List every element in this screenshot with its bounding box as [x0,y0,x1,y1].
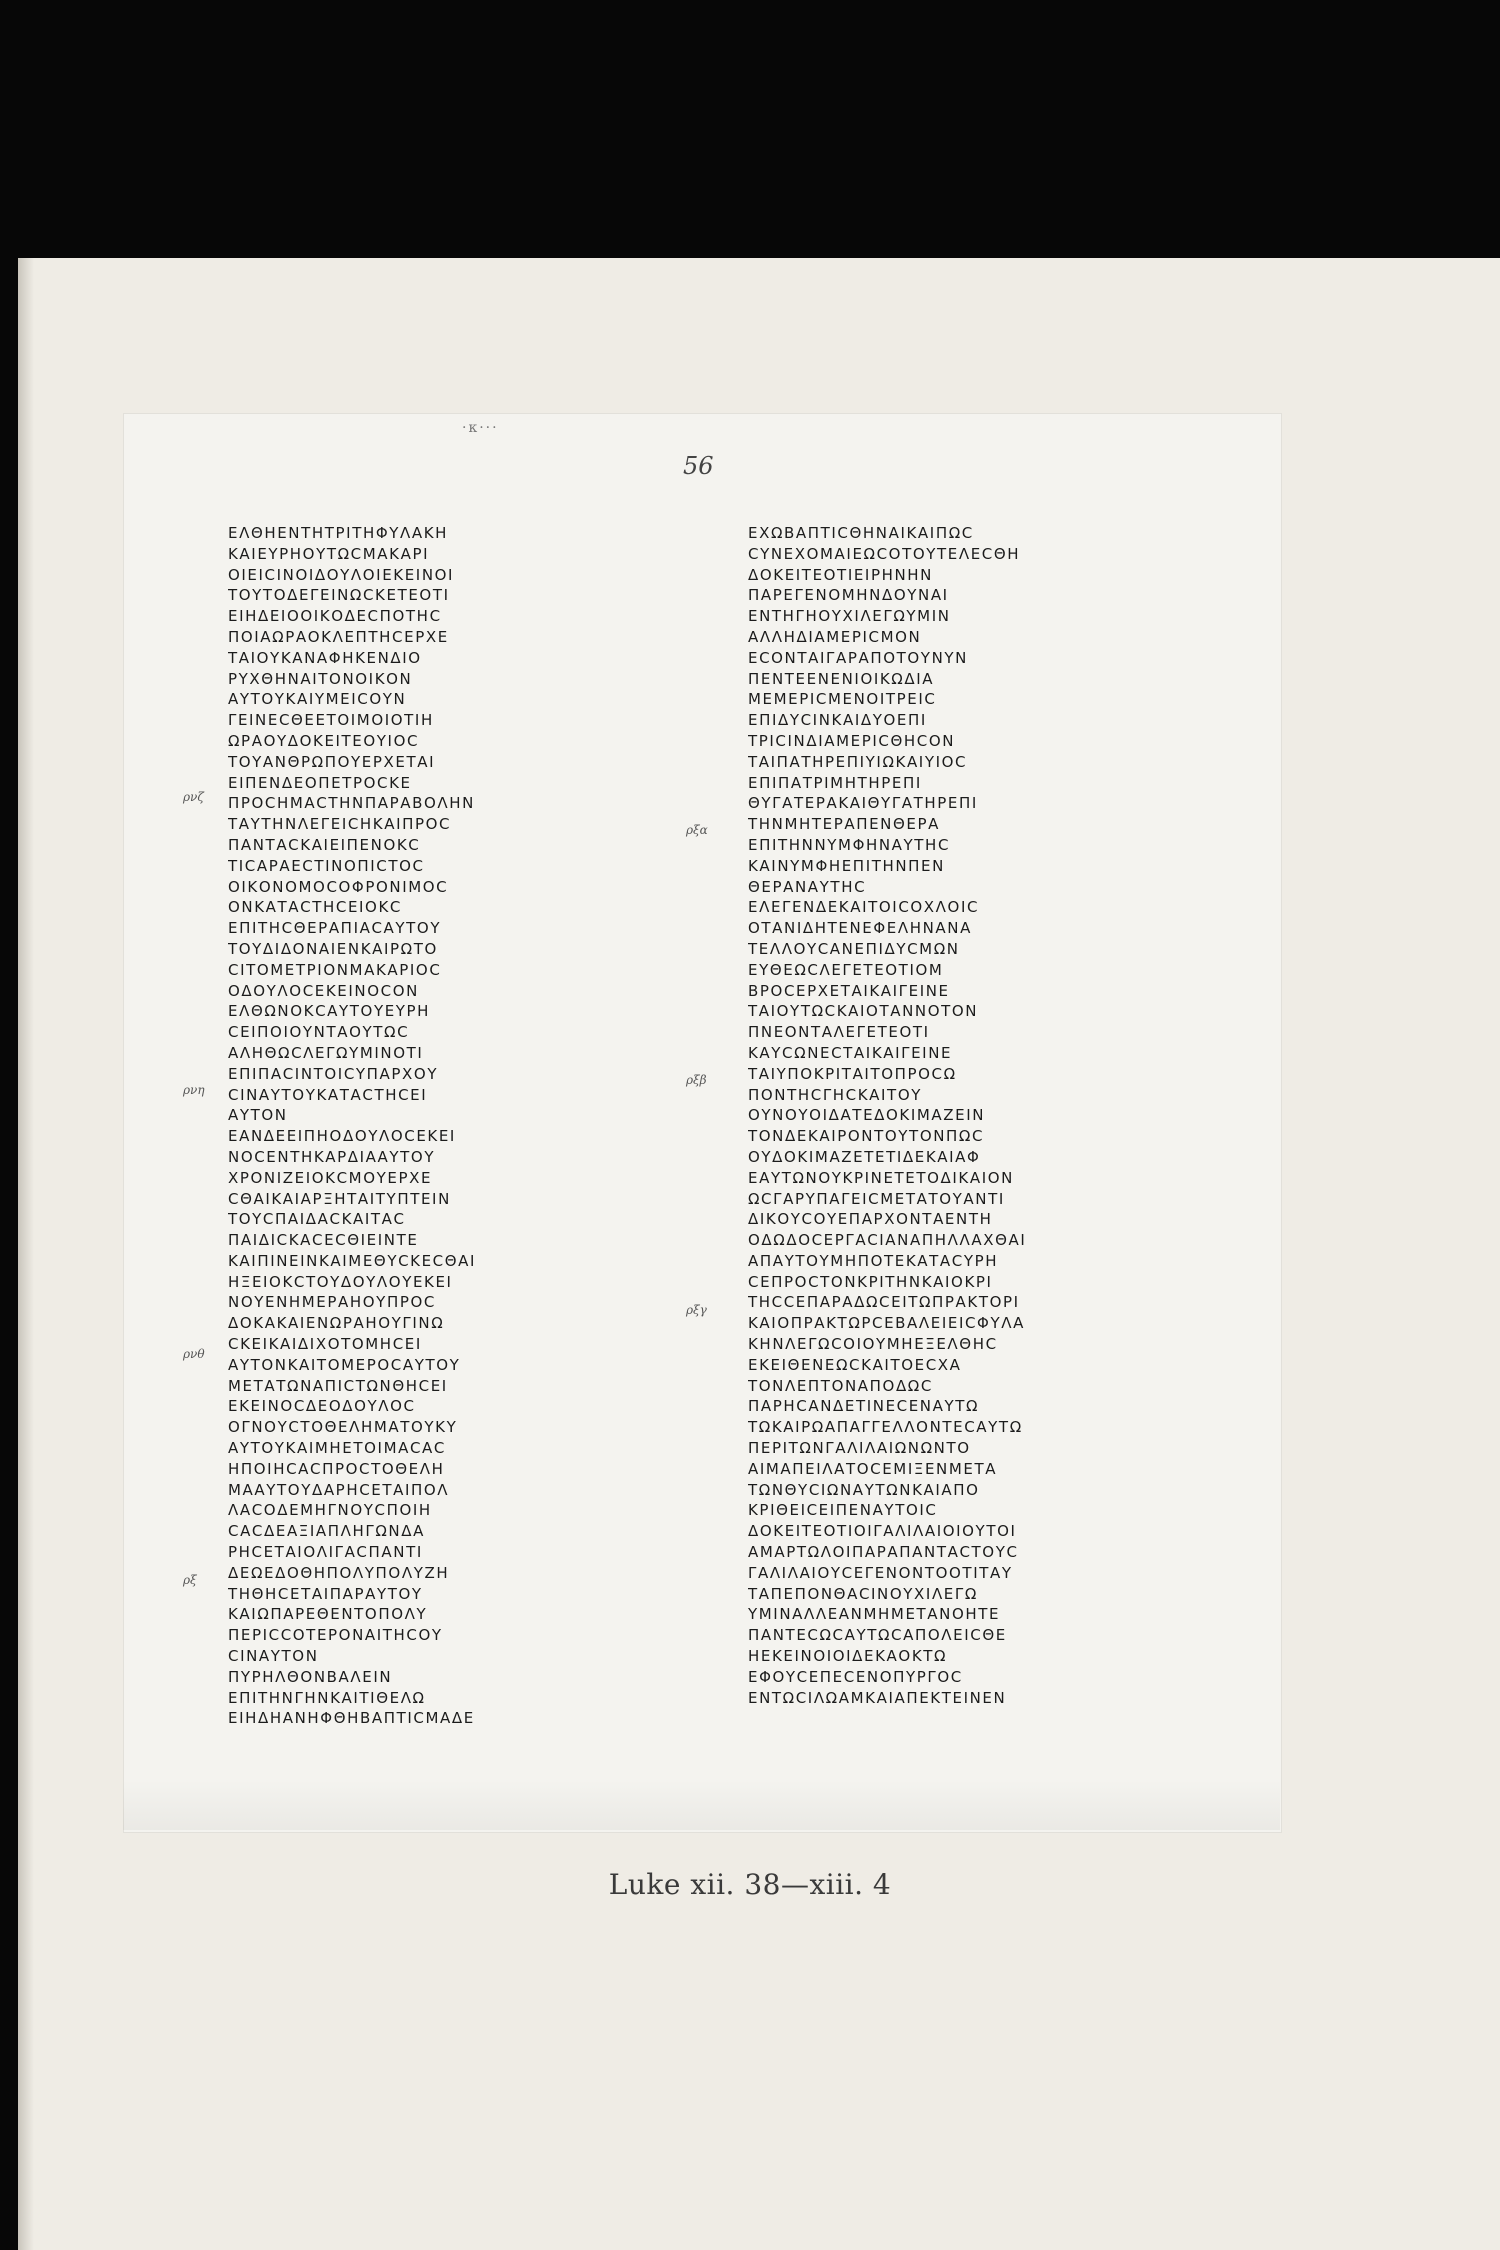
manuscript-line: ΑΥΤΟΝ [228,1106,288,1125]
manuscript-line: ΤΑΙΟΥΤΩCΚΑΙΟΤΑΝΝΟΤΟΝ [748,1002,979,1021]
page-gutter [18,258,34,2250]
manuscript-line: ΤΙCΑΡΑΕCΤΙΝΟΠΙCΤΟC [228,856,425,875]
manuscript-line: ΕΛΘΗΕΝΤΗΤΡΙΤΗΦΥΛΑΚΗ [228,524,449,542]
manuscript-line: ΑΠΑΥΤΟΥΜΗΠΟΤΕΚΑΤΑCΥΡΗ [748,1251,999,1270]
manuscript-line: ΗΕΚΕΙΝΟΙΟΙΔΕΚΑΟΚΤΩ [748,1647,948,1666]
manuscript-line: ΚΑΙΝΥΜΦΗΕΠΙΤΗΝΠΕΝ [748,856,945,875]
manuscript-line: ΔΟΚΕΙΤΕΟΤΙΟΙΓΑΛΙΛΑΙΟΙΟΥΤΟΙ [748,1522,1017,1541]
manuscript-line: ΑΥΤΟΥΚΑΙΜΗΕΤΟΙΜΑCΑC [228,1439,446,1458]
manuscript-line: ΕCΟΝΤΑΙΓΑΡΑΠΟΤΟΥΝΥΝ [748,648,968,667]
manuscript-line: ΟΔΟΥΛΟCΕΚΕΙΝΟCΟΝ [228,981,419,1000]
manuscript-line: ΔΟΚΑΚΑΙΕΝΩΡΑΗΟΥΓΙΝΩ [228,1314,445,1333]
manuscript-line: ΕΧΩΒΑΠΤΙCΘΗΝΑΙΚΑΙΠΩC [748,524,974,542]
manuscript-line: ΕΠΙΤΗΝΓΗΝΚΑΙΤΙΘΕΛΩ [228,1688,426,1707]
manuscript-line: CΕΙΠΟΙΟΥΝΤΑΟΥΤΩC [228,1023,410,1042]
manuscript-line: ΗΠΟΙΗCΑCΠΡΟCΤΟΘΕΛΗ [228,1459,445,1478]
manuscript-line: ΕΠΙΔΥCΙΝΚΑΙΔΥΟΕΠΙ [748,711,927,730]
folio-number: 56 [683,452,714,480]
manuscript-line: ΤΑΠΕΠΟΝΘΑCΙΝΟΥΧΙΛΕΓΩ [748,1584,978,1603]
manuscript-line: ΥΜΙΝΑΛΛΕΑΝΜΗΜΕΤΑΝΟΗΤΕ [748,1605,1001,1624]
manuscript-line: ΠΑΝΤΕCΩCΑΥΤΩCΑΠΟΛΕΙCΘΕ [748,1626,1007,1645]
manuscript-line: ΧΡΟΝΙΖΕΙΟΚCΜΟΥΕΡΧΕ [228,1168,433,1187]
manuscript-line: ΤΩΝΘΥCΙΩΝΑΥΤΩΝΚΑΙΑΠΟ [748,1480,980,1499]
plate-smudge [123,1780,1280,1830]
manuscript-line: ΤΟΝΛΕΠΤΟΝΑΠΟΔΩC [748,1376,933,1395]
manuscript-line: ΠΑΝΤΑCΚΑΙΕΙΠΕΝΟΚC [228,835,421,854]
manuscript-line: ΠΟΙΑΩΡΑΟΚΛΕΠΤΗCΕΡΧΕ [228,627,449,646]
manuscript-line: ΕΠΙΠΑCΙΝΤΟΙCΥΠΑΡΧΟΥ [228,1064,439,1083]
manuscript-line: ΜΕΜΕΡΙCΜΕΝΟΙΤΡΕΙC [748,690,937,709]
manuscript-line: ΒΡΟCΕΡΧΕΤΑΙΚΑΙΓΕΙΝΕ [748,981,950,1000]
manuscript-line: ΕΦΟΥCΕΠΕCΕΝΟΠΥΡΓΟC [748,1667,963,1686]
manuscript-line: CΘΑΙΚΑΙΑΡΞΗΤΑΙΤΥΠΤΕΙΝ [228,1189,451,1208]
manuscript-line: CΑCΔΕΑΞΙΑΠΛΗΓΩΝΔΑ [228,1522,425,1541]
manuscript-line: ΕΠΙΤΗΝΝΥΜΦΗΝΑΥΤΗC [748,835,951,854]
manuscript-line: ΑΜΑΡΤΩΛΟΙΠΑΡΑΠΑΝΤΑCΤΟΥC [748,1543,1019,1562]
margin-note-right: ρξα [686,823,708,837]
margin-note-left: ρνθ [183,1347,205,1361]
manuscript-line: ΟΙΚΟΝΟΜΟCΟΦΡΟΝΙΜΟC [228,877,449,896]
manuscript-line: ΚΗΝΛΕΓΩCΟΙΟΥΜΗΕΞΕΛΘΗC [748,1335,998,1354]
manuscript-line: ΠΑΡΗCΑΝΔΕΤΙΝΕCΕΝΑΥΤΩ [748,1397,980,1416]
manuscript-line: ΤΟΥΤΟΔΕΓΕΙΝΩCΚΕΤΕΟΤΙ [228,586,450,605]
manuscript-line: ΤΩΚΑΙΡΩΑΠΑΓΓΕΛΛΟΝΤΕCΑΥΤΩ [748,1418,1023,1437]
manuscript-line: CΙΤΟΜΕΤΡΙΟΝΜΑΚΑΡΙΟC [228,960,442,979]
manuscript-line: ΑΙΜΑΠΕΙΛΑΤΟCΕΜΙΞΕΝΜΕΤΑ [748,1459,998,1478]
manuscript-line: ΚΑΥCΩΝΕCΤΑΙΚΑΙΓΕΙΝΕ [748,1043,953,1062]
manuscript-line: ΕΝΤΩCΙΛΩΑΜΚΑΙΑΠΕΚΤΕΙΝΕΝ [748,1688,1007,1707]
manuscript-line: ΛΑCΟΔΕΜΗΓΝΟΥCΠΟΙΗ [228,1501,432,1520]
manuscript-line: ΕΠΙΤΗCΘΕΡΑΠΙΑCΑΥΤΟΥ [228,919,442,938]
manuscript-line: ΟΥΝΟΥΟΙΔΑΤΕΔΟΚΙΜΑΖΕΙΝ [748,1106,986,1125]
manuscript-line: ΤΟΥΑΝΘΡΩΠΟΥΕΡΧΕΤΑΙ [228,752,436,771]
manuscript-line: ΡΗCΕΤΑΙΟΛΙΓΑCΠΑΝΤΙ [228,1543,423,1562]
manuscript-line: ΟΔΩΔΟCΕΡΓΑCΙΑΝΑΠΗΛΛΑΧΘΑΙ [748,1231,1027,1250]
manuscript-line: ΟΤΑΝΙΔΗΤΕΝΕΦΕΛΗΝΑΝΑ [748,919,972,938]
manuscript-line: ΑΥΤΟΥΚΑΙΥΜΕΙCΟΥΝ [228,690,407,709]
manuscript-line: ΤΡΙCΙΝΔΙΑΜΕΡΙCΘΗCΟΝ [748,731,956,750]
manuscript-line: ΚΑΙΟΠΡΑΚΤΩΡCΕΒΑΛΕΙΕΙCΦΥΛΑ [748,1314,1025,1333]
manuscript-line: ΚΑΙΕΥΡΗΟΥΤΩCΜΑΚΑΡΙ [228,544,430,563]
margin-note-right: ρξγ [686,1303,707,1317]
manuscript-line: ΠΥΡΗΛΘΟΝΒΑΛΕΙΝ [228,1667,393,1686]
manuscript-line: CΙΝΑΥΤΟΥΚΑΤΑCΤΗCΕΙ [228,1085,428,1104]
manuscript-line: CΕΠΡΟCΤΟΝΚΡΙΤΗΝΚΑΙΟΚΡΙ [748,1272,993,1291]
manuscript-line: ΕΚΕΙΝΟCΔΕΟΔΟΥΛΟC [228,1397,416,1416]
manuscript-line: ΠΡΟCΗΜΑCΤΗΝΠΑΡΑΒΟΛΗΝ [228,794,475,813]
left-text-column [228,523,698,1729]
manuscript-line: ΚΡΙΘΕΙCΕΙΠΕΝΑΥΤΟΙC [748,1501,938,1520]
manuscript-line: ΕΝΤΗΓΗΟΥΧΙΛΕΓΩΥΜΙΝ [748,607,951,626]
manuscript-line: ΕΑΥΤΩΝΟΥΚΡΙΝΕΤΕΤΟΔΙΚΑΙΟΝ [748,1168,1014,1187]
manuscript-line: ΕΛΕΓΕΝΔΕΚΑΙΤΟΙCΟΧΛΟΙC [748,898,980,917]
manuscript-line: ΤΟΥCΠΑΙΔΑCΚΑΙΤΑC [228,1210,406,1229]
manuscript-line: ΕΙΗΔΕΙΟΟΙΚΟΔΕCΠΟΤΗC [228,607,442,626]
manuscript-line: ΜΑΑΥΤΟΥΔΑΡΗCΕΤΑΙΠΟΛ [228,1480,450,1499]
manuscript-line: ΤΑΥΤΗΝΛΕΓΕΙCΗΚΑΙΠΡΟC [228,815,452,834]
manuscript-line: ΑΛΛΗΔΙΑΜΕΡΙCΜΟΝ [748,627,922,646]
manuscript-line: ΚΑΙΠΙΝΕΙΝΚΑΙΜΕΘΥCΚΕCΘΑΙ [228,1251,477,1270]
manuscript-line: ΓΕΙΝΕCΘΕΕΤΟΙΜΟΙΟΤΙΗ [228,711,434,730]
manuscript-line: ΤΟΥΔΙΔΟΝΑΙΕΝΚΑΙΡΩΤΟ [228,939,438,958]
manuscript-line: ΡΥΧΘΗΝΑΙΤΟΝΟΙΚΟΝ [228,669,413,688]
manuscript-line: ΕΛΘΩΝΟΚCΑΥΤΟΥΕΥΡΗ [228,1002,431,1021]
manuscript-line: ΤΗΘΗCΕΤΑΙΠΑΡΑΥΤΟΥ [228,1584,423,1603]
margin-note-right: ρξβ [686,1073,707,1087]
manuscript-line: ΘΕΡΑΝΑΥΤΗC [748,877,867,896]
manuscript-line: ΠΕΝΤΕΕΝΕΝΙΟΙΚΩΔΙΑ [748,669,935,688]
manuscript-line: ΟΥΔΟΚΙΜΑΖΕΤΕΤΙΔΕΚΑΙΑΦ [748,1147,981,1166]
manuscript-line: ΜΕΤΑΤΩΝΑΠΙCΤΩΝΘΗCΕΙ [228,1376,448,1395]
manuscript-line: ΟΝΚΑΤΑCΤΗCΕΙΟΚC [228,898,402,917]
manuscript-line: CΙΝΑΥΤΟΝ [228,1647,319,1666]
manuscript-line: ΠΕΡΙΤΩΝΓΑΛΙΛΑΙΩΝΩΝΤΟ [748,1439,971,1458]
manuscript-line: ΕΠΙΠΑΤΡΙΜΗΤΗΡΕΠΙ [748,773,922,792]
manuscript-line: ΗΞΕΙΟΚCΤΟΥΔΟΥΛΟΥΕΚΕΙ [228,1272,453,1291]
manuscript-line: ΚΑΙΩΠΑΡΕΘΕΝΤΟΠΟΛΥ [228,1605,428,1624]
manuscript-line: CΚΕΙΚΑΙΔΙΧΟΤΟΜΗCΕΙ [228,1335,422,1354]
manuscript-line: ΤΗCCΕΠΑΡΑΔΩCΕΙΤΩΠΡΑΚΤΟΡΙ [748,1293,1020,1312]
manuscript-line: ΕΑΝΔΕΕΙΠΗΟΔΟΥΛΟCΕΚΕΙ [228,1127,456,1146]
marginal-top-note: ·κ··· [462,420,499,436]
manuscript-line: ΟΓΝΟΥCΤΟΘΕΛΗΜΑΤΟΥΚΥ [228,1418,458,1437]
manuscript-line: ΑΥΤΟΝΚΑΙΤΟΜΕΡΟCΑΥΤΟΥ [228,1355,461,1374]
manuscript-line: ΠΑΙΔΙCΚΑCΕCΘΙΕΙΝΤΕ [228,1231,419,1250]
margin-note-left: ρνη [183,1083,205,1097]
manuscript-line: ΓΑΛΙΛΑΙΟΥCΕΓΕΝΟΝΤΟΟΤΙΤΑΥ [748,1563,1013,1582]
manuscript-line: ΘΥΓΑΤΕΡΑΚΑΙΘΥΓΑΤΗΡΕΠΙ [748,794,978,813]
manuscript-line: ΠΕΡΙCCΟΤΕΡΟΝΑΙΤΗCΟΥ [228,1626,443,1645]
manuscript-line: ΕΚΕΙΘΕΝΕΩCΚΑΙΤΟΕCΧΑ [748,1355,962,1374]
manuscript-line: ΤΑΙΟΥΚΑΝΑΦΗΚΕΝΔΙΟ [228,648,422,667]
manuscript-line: ΠΑΡΕΓΕΝΟΜΗΝΔΟΥΝΑΙ [748,586,949,605]
manuscript-line: CΥΝΕΧΟΜΑΙΕΩCΟΤΟΥΤΕΛΕCΘΗ [748,544,1021,563]
plate-caption: Luke xii. 38—xiii. 4 [608,1868,892,1901]
manuscript-line: ΤΑΙΥΠΟΚΡΙΤΑΙΤΟΠΡΟCΩ [748,1064,957,1083]
manuscript-line: ΔΟΚΕΙΤΕΟΤΙΕΙΡΗΝΗΝ [748,565,933,584]
manuscript-line: ΤΗΝΜΗΤΕΡΑΠΕΝΘΕΡΑ [748,815,940,834]
manuscript-line: ΕΙΗΔΗΑΝΗΦΘΗΒΑΠΤΙCΜΑΔΕ [228,1709,475,1728]
manuscript-line: ΝΟCΕΝΤΗΚΑΡΔΙΑΑΥΤΟΥ [228,1147,436,1166]
manuscript-line: ΤΑΙΠΑΤΗΡΕΠΙΥΙΩΚΑΙΥΙΟC [748,752,968,771]
manuscript-line: ΑΛΗΘΩCΛΕΓΩΥΜΙΝΟΤΙ [228,1043,424,1062]
manuscript-line: ΩΡΑΟΥΔΟΚΕΙΤΕΟΥΙΟC [228,731,420,750]
manuscript-line: ΕΙΠΕΝΔΕΟΠΕΤΡΟCΚΕ [228,773,412,792]
manuscript-line: ΤΕΛΛΟΥCΑΝΕΠΙΔΥCΜΩΝ [748,939,960,958]
manuscript-line: ΟΙΕΙCΙΝΟΙΔΟΥΛΟΙΕΚΕΙΝΟΙ [228,565,455,584]
margin-note-left: ρνζ [183,790,204,804]
manuscript-line: ΝΟΥΕΝΗΜΕΡΑΗΟΥΠΡΟC [228,1293,436,1312]
manuscript-line: ΩCΓΑΡΥΠΑΓΕΙCΜΕΤΑΤΟΥΑΝΤΙ [748,1189,1005,1208]
margin-note-left: ρξ [183,1573,197,1587]
manuscript-line: ΠΟΝΤΗCΓΗCΚΑΙΤΟΥ [748,1085,922,1104]
manuscript-line: ΤΟΝΔΕΚΑΙΡΟΝΤΟΥΤΟΝΠΩC [748,1127,985,1146]
manuscript-line: ΠΝΕΟΝΤΑΛΕΓΕΤΕΟΤΙ [748,1023,930,1042]
manuscript-line: ΔΙΚΟΥCΟΥΕΠΑΡΧΟΝΤΑΕΝΤΗ [748,1210,993,1229]
manuscript-line: ΕΥΘΕΩCΛΕΓΕΤΕΟΤΙΟΜ [748,960,944,979]
right-text-column [748,523,1218,1708]
manuscript-line: ΔΕΩΕΔΟΘΗΠΟΛΥΠΟΛΥΖΗ [228,1563,450,1582]
